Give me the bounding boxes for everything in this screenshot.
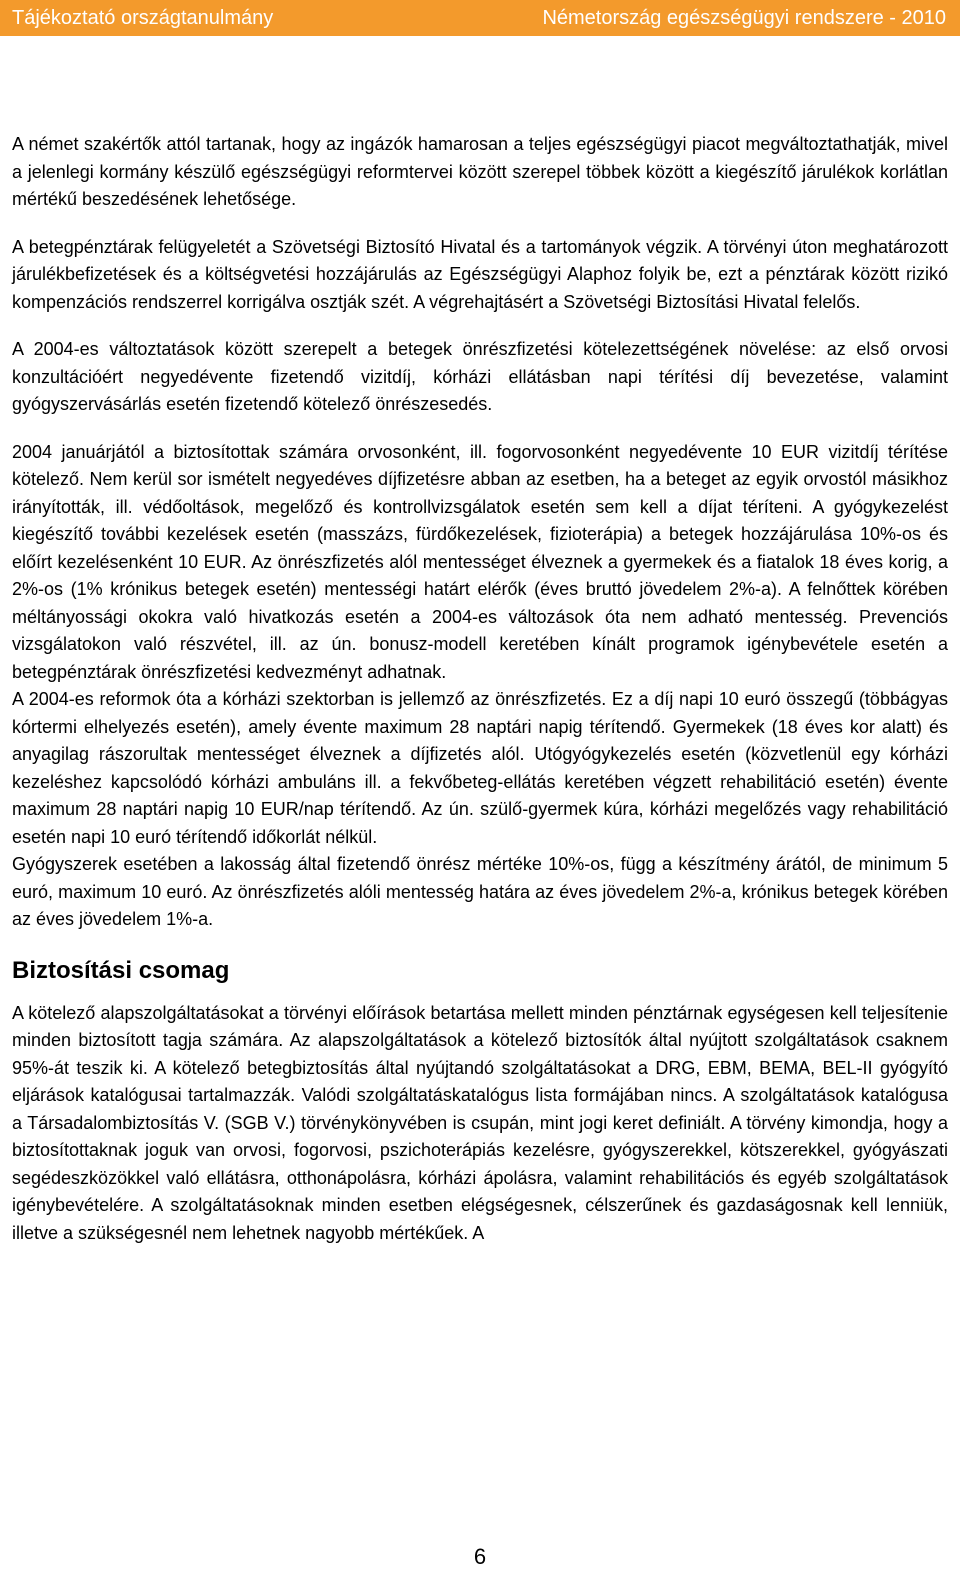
paragraph: A német szakértők attól tartanak, hogy az ingázók hamarosan a teljes egészségügyi piacot megváltoztathatják, mivel a jelenlegi kormány készülő egészségügyi reformtervei között szerepel többek között a kiegészítő járulékok korlátlan mértékű beszedésének lehetősége. — [12, 134, 948, 209]
paragraph: 2004 januárjától a biztosítottak számára orvosonként, ill. fogorvosonként negyedévente 10 EUR vizitdíj térítése kötelező. Nem kerül sor ismételt negyedéves díjfizetésre abban az esetben, ha a beteget az egyik orvostól másikhoz irányították, ill. védőoltások, megelőző és kontrollvizsgálatok esetén sem kell a díjat téríteni. A gyógykezelést kiegészítő további kezelések esetén (masszázs, fürdőkezelések, fizioterápia) a betegek hozzájárulása 10%-os és előírt kezelésenként 10 EUR. Az önrészfizetés alól mentességet élveznek a gyermekek és a fiatalok 18 éves korig, a 2%-os (1% krónikus betegek esetén) mentességi határt elérők (éves bruttó jövedelem 2%-a). A felnőttek körében méltányossági okokra való hivatkozás esetén a 2004-es változások óta nem adható mentesség. Prevenciós vizsgálatokon való részvétel, ill. az ún. bonusz-modell keretében kínált programok igénybevétele esetén a betegpénztárak önrészfizetési kedvezményt adhatnak. — [12, 441, 948, 682]
paragraph: Gyógyszerek esetében a lakosság által fizetendő önrész mértéke 10%-os, függ a készítmény árától, de minimum 5 euró, maximum 10 euró. Az önrészfizetés alóli mentesség határa az éves jövedelem 2%-a, krónikus betegek körében az éves jövedelem 1%-a. — [12, 854, 948, 929]
page-number: 6 — [473, 1544, 487, 1569]
page-header — [0, 0, 960, 36]
paragraph: A kötelező alapszolgáltatásokat a törvényi előírások betartása mellett minden pénztárnak egységesen kell teljesítenie minden biztosított tagja számára. Az alapszolgáltatások a kötelező biztosítók által nyújtott szolgáltatások csaknem 95%-át teszik ki. A kötelező betegbiztosítás által nyújtandó szolgáltatásokat a DRG, EBM, BEMA, BEL-II gyógyító eljárások katalógusai tartalmazzák. Valódi szolgáltatáskatalógus lista formájában nincs. A szolgáltatások katalógusa a Társadalombiztosítás V. (SGB V.) törvénykönyvében is csupán, mint jogi keret definiált. A törvény kimondja, hogy a biztosítottaknak joguk van orvosi, fogorvosi, pszichoterápiás kezelésre, gyógyszerekkel, kötszerekkel, gyógyászati segédeszközökkel való ellátásra, otthonápolásra, kórházi ápolásra, valamint rehabilitációs és egyéb szolgáltatások igénybevételére. A szolgáltatásoknak minden esetben elégségesnek, célszerűnek és gazdaságosnak kell lenniük, illetve a szükségesnél nem lehetnek nagyobb mértékűek. A — [12, 1002, 948, 1243]
document-body — [12, 131, 948, 1247]
paragraph: A betegpénztárak felügyeletét a Szövetségi Biztosító Hivatal és a tartományok végzik. A törvényi úton meghatározott járulékbefizetések és a költségvetési hozzájárulás az Egészségügyi Alaphoz folyik be, ezt a pénztárak között rizikó kompenzációs rendszerrel korrigálva osztják szét. A végrehajtásért a Szövetségi Biztosítási Hivatal felelős. — [12, 236, 948, 312]
paragraph: A 2004-es változtatások között szerepelt a betegek önrészfizetési kötelezettségének növelése: az első orvosi konzultációért negyedévente fizetendő vizitdíj, kórházi ellátásban napi térítési díj bevezetése, valamint gyógyszervásárlás esetén fizetendő kötelező önrészesedés. — [12, 339, 948, 414]
section-heading: Biztosítási csomag — [12, 956, 230, 984]
header-title: Tájékoztató országtanulmány — [12, 7, 274, 29]
paragraph: A 2004-es reformok óta a kórházi szektorban is jellemző az önrészfizetés. Ez a díj napi 10 euró összegű (többágyas kórtermi elhelyezés esetén), amely évente maximum 28 naptári napig térítendő. Gyermekek (18 éves kor alatt) és anyagilag rászorultak mentességet élveznek a díjfizetés alól. Utógyógykezelés esetén (közvetlenül egy kórházi kezeléshez kapcsolódó kórházi ambuláns ill. a fekvőbeteg-ellátás keretében végzett rehabilitáció esetén) évente maximum 28 naptári napig 10 EUR/nap térítendő. Az ún. szülő-gyermek kúra, kórházi megelőzés vagy rehabilitáció esetén napi 10 euró térítendő időkorlát nélkül. — [12, 689, 948, 847]
header-subtitle: Németország egészségügyi rendszere - 2010 — [542, 7, 946, 29]
